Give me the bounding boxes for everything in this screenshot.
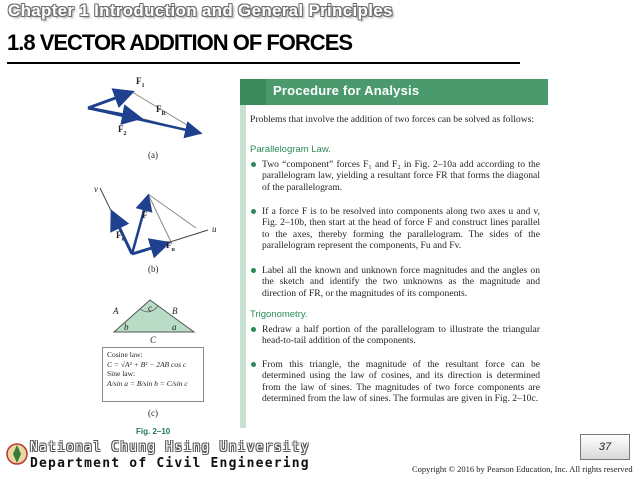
label-f: F — [142, 210, 148, 220]
label-fv: $F_v$ — [116, 230, 125, 243]
triangle-side-C: C — [150, 335, 157, 345]
bullet-text: Two “component” forces F₁ and F₂ in Fig. 2–10a add according to the parallelogram law, yielding a resultant force FR that forms the diagonal of the parallelogram. — [262, 159, 540, 193]
bullet-text: Label all the known and unknown force magnitudes and the angles on the sketch and identify the two unknowns as the magnitude and direction of FR, or the magnitudes of its components. — [262, 265, 540, 299]
procedure-title: Procedure for Analysis — [273, 83, 420, 98]
trigonometry-heading: Trigonometry. — [250, 309, 308, 320]
triangle-side-B: B — [172, 306, 178, 316]
procedure-intro: Problems that involve the addition of two forces can be solved as follows: — [250, 114, 535, 125]
section-title: 1.8 VECTOR ADDITION OF FORCES — [7, 30, 353, 55]
triangle-angle-c: c — [148, 303, 152, 313]
bullet-icon — [251, 362, 256, 367]
figure-b-diagram — [92, 184, 222, 264]
university-name: National Chung Hsing University — [30, 440, 310, 455]
label-fu: $F_u$ — [166, 240, 175, 253]
bullet-icon — [251, 327, 256, 332]
parallelogram-heading: Parallelogram Law. — [250, 144, 331, 155]
department-name: Department of Civil Engineering — [30, 456, 310, 471]
figure-b — [92, 184, 222, 264]
label-f2: $F_2$ — [118, 124, 127, 137]
label-u-axis: u — [212, 224, 217, 234]
label-fr: $F_R$ — [156, 104, 166, 117]
triangle-angle-a: a — [172, 322, 177, 332]
page-number: 37 — [580, 434, 630, 460]
chapter-title: Chapter 1 Introduction and General Principles — [8, 1, 393, 20]
bullet-icon — [251, 162, 256, 167]
university-logo-icon — [6, 439, 28, 469]
sine-law-title: Sine law: — [107, 369, 136, 378]
law-formulas-box — [102, 347, 204, 402]
title-divider — [7, 62, 520, 64]
figure-caption: Fig. 2–10 — [136, 427, 171, 436]
cosine-law-title: Cosine law: — [107, 350, 143, 359]
figure-b-label: (b) — [148, 264, 159, 274]
bullet-text: If a force F is to be resolved into components along two axes u and v, Fig. 2–10b, then start at the head of force F and construct lines parallel to the axes, thereby forming the parallelogram. The sides of the parallelogram represent the components, Fu and Fv. — [262, 206, 540, 252]
triangle-side-A: A — [113, 306, 119, 316]
figure-a-label: (a) — [148, 150, 158, 160]
bullet-text: From this triangle, the magnitude of the resultant force can be determined using the law of cosines, and its direction is determined from the law of sines. The magnitudes of two force components are determined from the law of sines. The formulas are given in Fig. 2–10c. — [262, 359, 540, 405]
cosine-law-equation: C = √A² + B² − 2AB cos c — [107, 359, 187, 369]
copyright-notice: Copyright © 2016 by Pearson Education, Inc. All rights reserved — [412, 464, 633, 474]
sine-law-equation: A/sin a = B/sin b = C/sin c — [107, 378, 188, 388]
figure-c-label: (c) — [148, 408, 158, 418]
procedure-sidebar — [240, 105, 246, 428]
bullet-icon — [251, 209, 256, 214]
triangle-angle-b: b — [124, 322, 129, 332]
label-f1: $F_1$ — [136, 76, 145, 89]
bullet-text: Redraw a half portion of the parallelogram to illustrate the triangular head-to-tail addition of the components. — [262, 324, 540, 347]
bullet-icon — [251, 268, 256, 273]
label-v-axis: v — [94, 184, 98, 194]
